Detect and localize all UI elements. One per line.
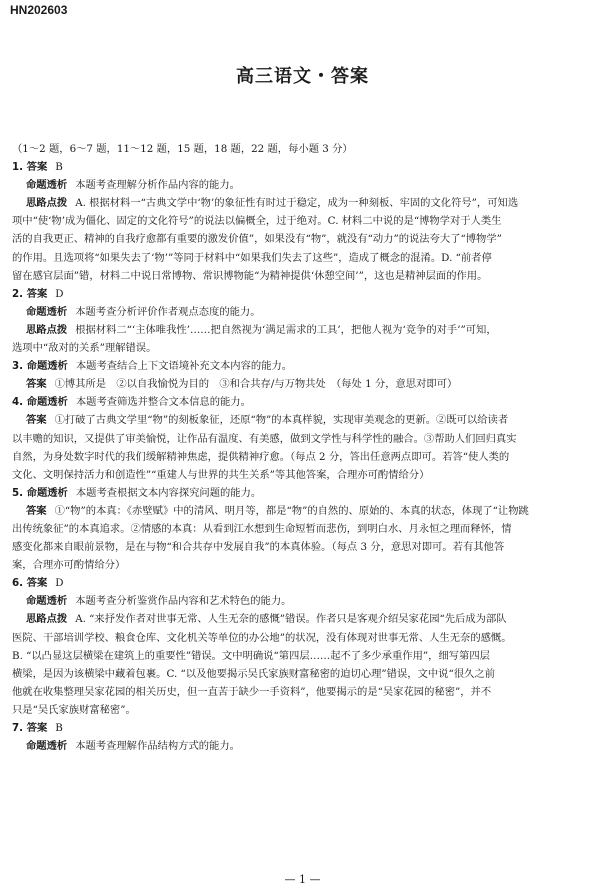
answer-text: 根据材料二“‘主体唯我性’……把自然视为‘满足需求的工具’，把他人视为‘竞争的对手’”可知，: [75, 323, 497, 336]
answer-text: 文化、文明保持活力和创造性”“重建人与世界的共生关系”等其他答案，合理亦可酌情给分）: [12, 468, 430, 481]
answer-label: 命题透析: [26, 740, 68, 753]
answer-text: 本题考查根据文本内容探究问题的能力。: [75, 486, 262, 499]
answer-text: D: [55, 577, 64, 590]
answer-label: 思路点拨: [26, 323, 68, 336]
answer-line: [12, 393, 595, 411]
answer-line: [12, 610, 595, 628]
answer-text: 本题考查理解作品结构方式的能力。: [75, 740, 240, 753]
answer-text: 本题考查分析评价作者观点态度的能力。: [75, 305, 261, 318]
answer-label: 答案: [26, 414, 47, 427]
answer-line: [12, 592, 595, 610]
answer-text: D: [55, 287, 64, 300]
exam-code: HN202603: [10, 3, 68, 17]
answer-label: 命题透析: [26, 179, 68, 192]
answer-line: [12, 430, 595, 448]
answer-label: 6. 答案: [12, 577, 48, 590]
answer-text: 感变化都来自眼前景物，是在与物“和合共存中发展自我”的本真体验。（每点 3 分，意思对即可。若有其他答: [12, 541, 505, 554]
answer-label: 思路点拨: [26, 613, 68, 626]
answer-line: [12, 267, 595, 285]
answer-line: [12, 212, 595, 230]
answer-text: 留在感官层面”错，材料二中说日常博物、常识博物能“为精神提供‘休憩空间’”，这也是精神层面的作用。: [12, 269, 488, 282]
answer-text: A. “来抒发作者对世事无常、人生无奈的感慨”错误。作者只是客观介绍吴家花园“先后成为部队: [75, 613, 507, 626]
answer-label: 7. 答案: [12, 722, 48, 734]
answer-line: [12, 303, 595, 321]
answer-label: 命题透析: [26, 595, 68, 608]
answer-line: [12, 556, 595, 574]
answer-text: 选项中“敌对的关系”理解错误。: [12, 342, 157, 355]
answer-text: 的作用。且选项将“如果失去了‘物’”等同于材料中“如果我们失去了这些”，造成了概念的混淆。D. “前者停: [12, 251, 492, 264]
answer-label: 3. 命题透析: [12, 360, 68, 373]
answer-label: 5. 命题透析: [12, 486, 68, 499]
answer-text: 本题考查分析鉴赏作品内容和艺术特色的能力。: [75, 595, 292, 608]
page-title: 高三语文・答案: [236, 66, 369, 87]
answer-label: 命题透析: [26, 305, 68, 318]
answer-text: 项中“使‘物’成为僵化、固定的文化符号”的说法以偏概全，过于绝对。C. 材料二中说的是“博物学对于人类生: [12, 215, 502, 228]
answer-line: [12, 520, 595, 538]
answer-line: [12, 466, 595, 484]
answer-line: [12, 194, 595, 212]
answer-label: 2. 答案: [12, 287, 48, 300]
answer-line: [12, 737, 595, 755]
answer-label: 答案: [26, 504, 47, 517]
answer-text: 本题考查理解分析作品内容的能力。: [75, 179, 240, 192]
answer-line: [12, 647, 595, 665]
answer-text: ①“物”的本真：《赤壁赋》中的清风、明月等，都是“物”的自然的、原始的、本真的状态，体现了“让物跳: [54, 504, 529, 517]
answer-text: 以丰赡的知识，又提供了审美愉悦，让作品有温度、有美感，做到文学性与科学性的融合。③帮助人们回归真实: [12, 432, 517, 445]
answer-line: [12, 230, 595, 248]
answer-line: [12, 448, 595, 466]
answer-line: [12, 285, 595, 303]
answer-line: [12, 665, 595, 683]
answer-line: [12, 375, 595, 393]
answer-text: A. 根据材料一“古典文学中‘物’的象征性有时过于稳定，成为一种刻板、牢固的文化符号”，可知选: [75, 197, 519, 210]
answer-content: [12, 140, 595, 755]
answer-text: B: [55, 161, 63, 174]
answer-line: [12, 683, 595, 701]
answer-line: [12, 538, 595, 556]
answer-line: [12, 176, 595, 194]
answer-text: 案，合理亦可酌情给分）: [12, 559, 126, 572]
answer-line: [12, 339, 595, 357]
answer-line: [12, 158, 595, 176]
answer-text: 本题考查筛选并整合文本信息的能力。: [75, 396, 251, 409]
answer-text: 他就在收集整理吴家花园的相关历史，但一直苦于缺少一手资料”，他要揭示的是“吴家花园的秘密”，并不: [12, 685, 492, 698]
answer-label: 1. 答案: [12, 161, 48, 174]
answer-text: 自然，为身处数字时代的我们缓解精神焦虑，提供精神疗愈。（每点 2 分，答出任意两点即可。若答“使人类的: [12, 450, 510, 463]
scoring-note: （1～2 题，6～7 题，11～12 题，15 题，18 题，22 题，每小题 3 分）: [12, 143, 353, 155]
answer-line: [12, 629, 595, 647]
answer-text: ①打破了古典文学里“物”的刻板象征，还原“物”的本真样貌，实现审美观念的更新。②既可以给读者: [54, 414, 509, 427]
answer-line: [12, 502, 595, 520]
answer-text: B. “以凸显这层横梁在建筑上的重要性”错误。文中明确说“第四层……起不了多少承重作用”，细写第四层: [12, 649, 490, 662]
answer-line: [12, 249, 595, 267]
answer-text: ①博其所是 ②以自我愉悦为目的 ③和合共存/与万物共处 （每处 1 分，意思对即可）: [54, 378, 458, 391]
answer-text: 本题考查结合上下文语境补充文本内容的能力。: [75, 360, 293, 373]
page-number: — 1 —: [284, 873, 321, 886]
answer-line: [12, 321, 595, 339]
answer-line: [12, 357, 595, 375]
answer-text: 医院、干部培训学校、粮食仓库、文化机关等单位的办公地”的状况，没有体现对世事无常、人生无奈的感慨。: [12, 631, 512, 644]
answer-label: 4. 命题透析: [12, 396, 68, 409]
answer-label: 答案: [26, 378, 47, 391]
answer-label: 思路点拨: [26, 197, 68, 210]
answer-line: [12, 701, 595, 719]
answer-text: 活的自我更正、精神的自我疗愈都有重要的激发价值”，如果没有“物”，就没有“动力”的说法夸大了“博物学”: [12, 233, 502, 246]
answer-line: [12, 411, 595, 429]
answer-text: 只是“吴氏家族财富秘密”。: [12, 703, 136, 716]
answer-text: 横梁，是因为该横梁中藏着包裹。C. “以及他要揭示吴氏家族财富秘密的迫切心理”错误，文中说“很久之前: [12, 667, 495, 680]
answer-line: [12, 719, 595, 737]
answer-line: [12, 574, 595, 592]
answer-text: B: [55, 722, 63, 734]
answer-text: 出传统象征”的本真追求。②情感的本真：从看到江水想到生命短暂而悲伤，到明白水、月永恒之理而释怀，情: [12, 522, 512, 535]
answer-line: [12, 484, 595, 502]
